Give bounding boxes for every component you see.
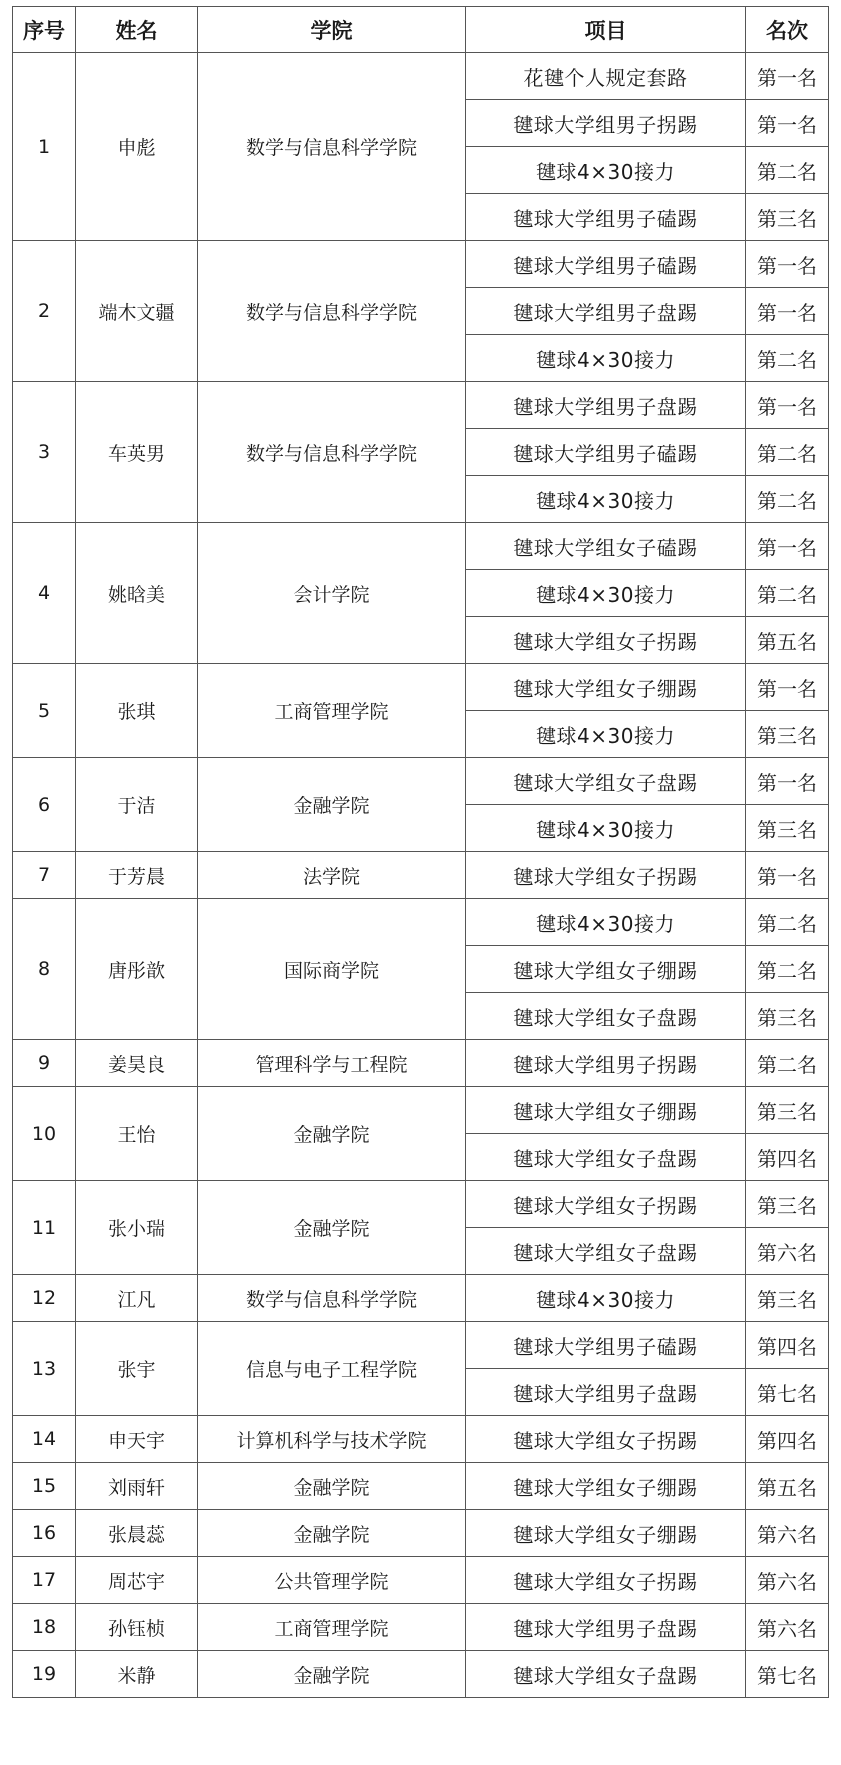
cell-event: 毽球大学组女子绷踢: [466, 664, 746, 711]
cell-no: 2: [13, 241, 76, 382]
table-row: [13, 53, 829, 100]
cell-rank: 第七名: [746, 1369, 829, 1416]
cell-name: 张宇: [76, 1322, 198, 1416]
cell-name: 于芳晨: [76, 852, 198, 899]
cell-rank: 第一名: [746, 758, 829, 805]
header-rank: 名次: [746, 7, 829, 53]
cell-no: 12: [13, 1275, 76, 1322]
header-row: [13, 7, 829, 53]
cell-rank: 第一名: [746, 523, 829, 570]
results-table: [12, 6, 829, 1698]
cell-rank: 第二名: [746, 1040, 829, 1087]
cell-rank: 第二名: [746, 899, 829, 946]
cell-college: 公共管理学院: [198, 1557, 466, 1604]
cell-rank: 第四名: [746, 1322, 829, 1369]
cell-name: 王怡: [76, 1087, 198, 1181]
cell-event: 毽球大学组女子盘踢: [466, 1228, 746, 1275]
cell-event: 毽球大学组女子绷踢: [466, 1510, 746, 1557]
cell-no: 1: [13, 53, 76, 241]
table-row: [13, 852, 829, 899]
cell-name: 刘雨轩: [76, 1463, 198, 1510]
cell-rank: 第二名: [746, 946, 829, 993]
cell-event: 毽球4×30接力: [466, 570, 746, 617]
cell-event: 花毽个人规定套路: [466, 53, 746, 100]
cell-event: 毽球大学组男子磕踢: [466, 194, 746, 241]
cell-rank: 第四名: [746, 1134, 829, 1181]
cell-event: 毽球大学组男子磕踢: [466, 429, 746, 476]
cell-rank: 第四名: [746, 1416, 829, 1463]
cell-name: 米静: [76, 1651, 198, 1698]
cell-name: 江凡: [76, 1275, 198, 1322]
cell-rank: 第一名: [746, 288, 829, 335]
cell-college: 管理科学与工程院: [198, 1040, 466, 1087]
table-row: [13, 382, 829, 429]
cell-name: 周芯宇: [76, 1557, 198, 1604]
cell-no: 11: [13, 1181, 76, 1275]
table-row: [13, 899, 829, 946]
table-row: [13, 664, 829, 711]
cell-event: 毽球大学组女子盘踢: [466, 1134, 746, 1181]
table-row: [13, 1651, 829, 1698]
cell-event: 毽球大学组男子磕踢: [466, 1322, 746, 1369]
table-body: [13, 53, 829, 1698]
cell-college: 金融学院: [198, 1087, 466, 1181]
cell-no: 15: [13, 1463, 76, 1510]
cell-name: 姚晗美: [76, 523, 198, 664]
cell-rank: 第六名: [746, 1604, 829, 1651]
table-row: [13, 1463, 829, 1510]
table-row: [13, 1181, 829, 1228]
cell-college: 金融学院: [198, 1651, 466, 1698]
cell-no: 6: [13, 758, 76, 852]
cell-college: 金融学院: [198, 1463, 466, 1510]
cell-rank: 第三名: [746, 1181, 829, 1228]
table-row: [13, 758, 829, 805]
table-row: [13, 1557, 829, 1604]
cell-rank: 第五名: [746, 617, 829, 664]
cell-rank: 第三名: [746, 1087, 829, 1134]
cell-name: 张晨蕊: [76, 1510, 198, 1557]
cell-rank: 第三名: [746, 993, 829, 1040]
cell-event: 毽球大学组女子拐踢: [466, 852, 746, 899]
cell-no: 7: [13, 852, 76, 899]
cell-rank: 第二名: [746, 147, 829, 194]
cell-event: 毽球大学组男子拐踢: [466, 1040, 746, 1087]
cell-no: 16: [13, 1510, 76, 1557]
cell-no: 18: [13, 1604, 76, 1651]
cell-rank: 第一名: [746, 241, 829, 288]
table-row: [13, 241, 829, 288]
header-name: 姓名: [76, 7, 198, 53]
cell-no: 13: [13, 1322, 76, 1416]
cell-name: 车英男: [76, 382, 198, 523]
cell-event: 毽球大学组女子盘踢: [466, 758, 746, 805]
cell-name: 张琪: [76, 664, 198, 758]
cell-no: 10: [13, 1087, 76, 1181]
cell-event: 毽球大学组男子盘踢: [466, 1369, 746, 1416]
cell-college: 国际商学院: [198, 899, 466, 1040]
cell-event: 毽球大学组女子绷踢: [466, 946, 746, 993]
cell-rank: 第二名: [746, 476, 829, 523]
cell-name: 张小瑞: [76, 1181, 198, 1275]
cell-college: 数学与信息科学学院: [198, 53, 466, 241]
header-event: 项目: [466, 7, 746, 53]
cell-event: 毽球4×30接力: [466, 1275, 746, 1322]
cell-no: 3: [13, 382, 76, 523]
cell-no: 19: [13, 1651, 76, 1698]
cell-event: 毽球大学组男子拐踢: [466, 100, 746, 147]
cell-rank: 第六名: [746, 1510, 829, 1557]
cell-event: 毽球大学组女子磕踢: [466, 523, 746, 570]
cell-college: 数学与信息科学学院: [198, 1275, 466, 1322]
header-no: 序号: [13, 7, 76, 53]
cell-event: 毽球4×30接力: [466, 899, 746, 946]
table-row: [13, 1510, 829, 1557]
cell-rank: 第一名: [746, 382, 829, 429]
cell-name: 姜昊良: [76, 1040, 198, 1087]
cell-name: 孙钰桢: [76, 1604, 198, 1651]
cell-event: 毽球4×30接力: [466, 476, 746, 523]
cell-rank: 第六名: [746, 1228, 829, 1275]
cell-college: 工商管理学院: [198, 1604, 466, 1651]
cell-event: 毽球4×30接力: [466, 335, 746, 382]
cell-no: 4: [13, 523, 76, 664]
table-row: [13, 1604, 829, 1651]
cell-college: 数学与信息科学学院: [198, 241, 466, 382]
cell-no: 14: [13, 1416, 76, 1463]
cell-college: 金融学院: [198, 758, 466, 852]
cell-rank: 第二名: [746, 335, 829, 382]
cell-name: 于洁: [76, 758, 198, 852]
table-row: [13, 523, 829, 570]
cell-college: 法学院: [198, 852, 466, 899]
cell-college: 金融学院: [198, 1181, 466, 1275]
cell-name: 端木文疆: [76, 241, 198, 382]
cell-rank: 第一名: [746, 852, 829, 899]
table-row: [13, 1040, 829, 1087]
cell-event: 毽球大学组女子绷踢: [466, 1463, 746, 1510]
cell-event: 毽球4×30接力: [466, 711, 746, 758]
cell-event: 毽球大学组男子盘踢: [466, 1604, 746, 1651]
cell-rank: 第三名: [746, 1275, 829, 1322]
cell-college: 会计学院: [198, 523, 466, 664]
cell-event: 毽球大学组女子盘踢: [466, 993, 746, 1040]
table-row: [13, 1087, 829, 1134]
cell-college: 信息与电子工程学院: [198, 1322, 466, 1416]
cell-rank: 第一名: [746, 664, 829, 711]
cell-rank: 第一名: [746, 100, 829, 147]
cell-college: 数学与信息科学学院: [198, 382, 466, 523]
cell-rank: 第三名: [746, 194, 829, 241]
cell-rank: 第三名: [746, 711, 829, 758]
cell-college: 工商管理学院: [198, 664, 466, 758]
cell-event: 毽球4×30接力: [466, 147, 746, 194]
cell-event: 毽球4×30接力: [466, 805, 746, 852]
cell-rank: 第三名: [746, 805, 829, 852]
table-row: [13, 1275, 829, 1322]
cell-rank: 第二名: [746, 429, 829, 476]
cell-name: 申天宇: [76, 1416, 198, 1463]
cell-event: 毽球大学组女子拐踢: [466, 1181, 746, 1228]
cell-no: 8: [13, 899, 76, 1040]
cell-no: 17: [13, 1557, 76, 1604]
cell-no: 9: [13, 1040, 76, 1087]
cell-event: 毽球大学组男子盘踢: [466, 382, 746, 429]
cell-college: 金融学院: [198, 1510, 466, 1557]
cell-rank: 第一名: [746, 53, 829, 100]
cell-no: 5: [13, 664, 76, 758]
cell-college: 计算机科学与技术学院: [198, 1416, 466, 1463]
cell-rank: 第六名: [746, 1557, 829, 1604]
cell-event: 毽球大学组女子盘踢: [466, 1651, 746, 1698]
cell-event: 毽球大学组男子盘踢: [466, 288, 746, 335]
cell-rank: 第五名: [746, 1463, 829, 1510]
cell-name: 申彪: [76, 53, 198, 241]
cell-rank: 第七名: [746, 1651, 829, 1698]
cell-event: 毽球大学组女子绷踢: [466, 1087, 746, 1134]
cell-event: 毽球大学组女子拐踢: [466, 1557, 746, 1604]
cell-event: 毽球大学组男子磕踢: [466, 241, 746, 288]
cell-rank: 第二名: [746, 570, 829, 617]
cell-event: 毽球大学组女子拐踢: [466, 1416, 746, 1463]
cell-name: 唐彤歆: [76, 899, 198, 1040]
table-row: [13, 1322, 829, 1369]
table-row: [13, 1416, 829, 1463]
header-college: 学院: [198, 7, 466, 53]
cell-event: 毽球大学组女子拐踢: [466, 617, 746, 664]
